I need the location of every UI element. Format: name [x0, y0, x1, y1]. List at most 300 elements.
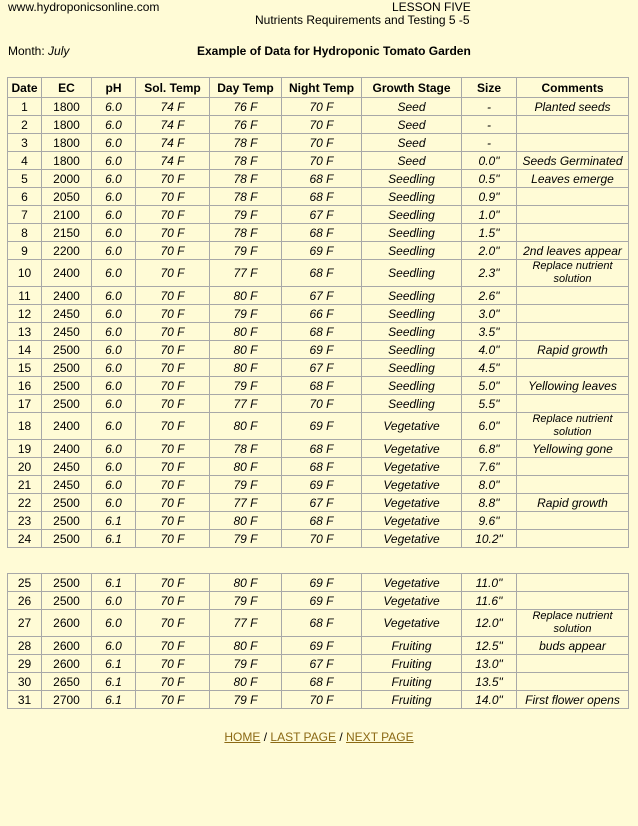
cell-day-temp: 77 F [210, 395, 282, 413]
cell-ec: 2650 [42, 673, 92, 691]
cell-comments [517, 206, 629, 224]
column-header-comments: Comments [517, 78, 629, 98]
cell-day-temp: 79 F [210, 206, 282, 224]
cell-ph: 6.0 [92, 458, 136, 476]
cell-comments: Rapid growth [517, 341, 629, 359]
table-row [8, 116, 629, 134]
cell-ph: 6.1 [92, 530, 136, 548]
cell-growth-stage: Vegetative [362, 458, 462, 476]
cell-night-temp: 70 F [282, 134, 362, 152]
cell-size: 5.0" [462, 377, 517, 395]
cell-ec: 2600 [42, 655, 92, 673]
cell-night-temp: 69 F [282, 574, 362, 592]
last-page-link[interactable]: LAST PAGE [270, 730, 336, 744]
column-header-date: Date [8, 78, 42, 98]
cell-growth-stage: Vegetative [362, 476, 462, 494]
cell-ec: 2700 [42, 691, 92, 709]
cell-growth-stage: Seedling [362, 224, 462, 242]
cell-ec: 2500 [42, 512, 92, 530]
cell-growth-stage: Vegetative [362, 574, 462, 592]
table-row [8, 655, 629, 673]
table-header-row [8, 78, 629, 98]
cell-size: 4.0" [462, 341, 517, 359]
cell-ec: 2500 [42, 395, 92, 413]
table-row [8, 395, 629, 413]
cell-day-temp: 79 F [210, 476, 282, 494]
cell-ph: 6.0 [92, 224, 136, 242]
table-row [8, 637, 629, 655]
cell-sol-temp: 70 F [136, 530, 210, 548]
cell-night-temp: 69 F [282, 242, 362, 260]
data-table-part1 [7, 77, 629, 548]
cell-growth-stage: Seed [362, 98, 462, 116]
table-row [8, 98, 629, 116]
cell-ph: 6.0 [92, 359, 136, 377]
table-row [8, 341, 629, 359]
cell-date: 13 [8, 323, 42, 341]
table-row [8, 134, 629, 152]
cell-day-temp: 77 F [210, 610, 282, 637]
cell-night-temp: 70 F [282, 530, 362, 548]
table-row [8, 610, 629, 637]
cell-size: 2.0" [462, 242, 517, 260]
cell-sol-temp: 70 F [136, 610, 210, 637]
cell-size: - [462, 98, 517, 116]
cell-comments [517, 592, 629, 610]
cell-date: 17 [8, 395, 42, 413]
cell-date: 25 [8, 574, 42, 592]
cell-sol-temp: 70 F [136, 377, 210, 395]
cell-ph: 6.0 [92, 260, 136, 287]
cell-growth-stage: Seedling [362, 323, 462, 341]
cell-day-temp: 76 F [210, 116, 282, 134]
cell-day-temp: 79 F [210, 592, 282, 610]
cell-ec: 1800 [42, 134, 92, 152]
cell-day-temp: 78 F [210, 152, 282, 170]
table-row [8, 592, 629, 610]
cell-date: 8 [8, 224, 42, 242]
cell-comments: First flower opens [517, 691, 629, 709]
cell-ph: 6.0 [92, 395, 136, 413]
cell-size: 12.0" [462, 610, 517, 637]
cell-ec: 2050 [42, 188, 92, 206]
cell-size: - [462, 134, 517, 152]
cell-size: 11.6" [462, 592, 517, 610]
table-row [8, 530, 629, 548]
cell-night-temp: 70 F [282, 691, 362, 709]
table-row [8, 673, 629, 691]
cell-day-temp: 80 F [210, 637, 282, 655]
cell-growth-stage: Seedling [362, 341, 462, 359]
cell-ph: 6.0 [92, 152, 136, 170]
cell-comments [517, 458, 629, 476]
cell-night-temp: 67 F [282, 359, 362, 377]
cell-day-temp: 80 F [210, 673, 282, 691]
cell-size: 13.0" [462, 655, 517, 673]
cell-growth-stage: Seedling [362, 206, 462, 224]
cell-growth-stage: Vegetative [362, 592, 462, 610]
cell-comments: Planted seeds [517, 98, 629, 116]
cell-night-temp: 68 F [282, 323, 362, 341]
cell-ph: 6.1 [92, 691, 136, 709]
home-link[interactable]: HOME [224, 730, 261, 744]
cell-size: - [462, 116, 517, 134]
table-row [8, 188, 629, 206]
cell-day-temp: 78 F [210, 188, 282, 206]
cell-ec: 1800 [42, 98, 92, 116]
cell-growth-stage: Vegetative [362, 610, 462, 637]
cell-growth-stage: Seedling [362, 242, 462, 260]
cell-size: 4.5" [462, 359, 517, 377]
month-value: July [48, 44, 70, 58]
cell-date: 20 [8, 458, 42, 476]
cell-size: 10.2" [462, 530, 517, 548]
cell-day-temp: 78 F [210, 224, 282, 242]
cell-sol-temp: 70 F [136, 637, 210, 655]
cell-day-temp: 79 F [210, 691, 282, 709]
cell-comments: Yellowing leaves [517, 377, 629, 395]
cell-sol-temp: 70 F [136, 458, 210, 476]
cell-date: 24 [8, 530, 42, 548]
cell-sol-temp: 70 F [136, 323, 210, 341]
cell-size: 0.9" [462, 188, 517, 206]
cell-date: 2 [8, 116, 42, 134]
cell-ec: 2450 [42, 305, 92, 323]
cell-comments: Replace nutrient solution [517, 260, 629, 287]
table-row [8, 458, 629, 476]
cell-ec: 2450 [42, 476, 92, 494]
cell-ph: 6.0 [92, 206, 136, 224]
cell-size: 6.8" [462, 440, 517, 458]
cell-ph: 6.0 [92, 134, 136, 152]
cell-comments: Seeds Germinated [517, 152, 629, 170]
cell-sol-temp: 70 F [136, 206, 210, 224]
site-url: www.hydroponicsonline.com [8, 0, 160, 14]
cell-sol-temp: 70 F [136, 574, 210, 592]
cell-night-temp: 70 F [282, 395, 362, 413]
cell-date: 31 [8, 691, 42, 709]
cell-size: 13.5" [462, 673, 517, 691]
cell-ph: 6.1 [92, 673, 136, 691]
cell-size: 11.0" [462, 574, 517, 592]
cell-growth-stage: Seedling [362, 377, 462, 395]
cell-sol-temp: 70 F [136, 341, 210, 359]
cell-ec: 2400 [42, 287, 92, 305]
table-row [8, 377, 629, 395]
cell-sol-temp: 74 F [136, 98, 210, 116]
cell-date: 1 [8, 98, 42, 116]
table-row [8, 152, 629, 170]
cell-growth-stage: Seedling [362, 188, 462, 206]
table-row [8, 512, 629, 530]
cell-night-temp: 67 F [282, 287, 362, 305]
cell-day-temp: 79 F [210, 305, 282, 323]
cell-comments [517, 116, 629, 134]
cell-sol-temp: 70 F [136, 287, 210, 305]
table-row [8, 305, 629, 323]
cell-growth-stage: Fruiting [362, 655, 462, 673]
cell-comments [517, 224, 629, 242]
cell-growth-stage: Seed [362, 134, 462, 152]
cell-sol-temp: 70 F [136, 359, 210, 377]
cell-day-temp: 80 F [210, 574, 282, 592]
cell-day-temp: 79 F [210, 377, 282, 395]
cell-sol-temp: 70 F [136, 395, 210, 413]
cell-size: 8.0" [462, 476, 517, 494]
cell-ph: 6.1 [92, 574, 136, 592]
cell-comments: buds appear [517, 637, 629, 655]
cell-night-temp: 70 F [282, 152, 362, 170]
cell-night-temp: 70 F [282, 98, 362, 116]
cell-size: 6.0" [462, 413, 517, 440]
cell-ec: 2500 [42, 341, 92, 359]
cell-sol-temp: 70 F [136, 413, 210, 440]
cell-growth-stage: Vegetative [362, 512, 462, 530]
table-row [8, 323, 629, 341]
column-header-ph: pH [92, 78, 136, 98]
column-header-sol-temp: Sol. Temp [136, 78, 210, 98]
cell-night-temp: 68 F [282, 512, 362, 530]
cell-date: 29 [8, 655, 42, 673]
cell-comments [517, 530, 629, 548]
cell-day-temp: 80 F [210, 458, 282, 476]
cell-ec: 2500 [42, 592, 92, 610]
cell-night-temp: 69 F [282, 413, 362, 440]
cell-date: 5 [8, 170, 42, 188]
cell-size: 1.0" [462, 206, 517, 224]
cell-ec: 1800 [42, 116, 92, 134]
cell-day-temp: 78 F [210, 134, 282, 152]
cell-size: 9.6" [462, 512, 517, 530]
cell-growth-stage: Seedling [362, 359, 462, 377]
table-row [8, 224, 629, 242]
cell-size: 3.0" [462, 305, 517, 323]
cell-growth-stage: Fruiting [362, 691, 462, 709]
cell-night-temp: 70 F [282, 116, 362, 134]
cell-date: 16 [8, 377, 42, 395]
month-label: Month: [8, 44, 45, 58]
cell-ph: 6.0 [92, 377, 136, 395]
cell-day-temp: 80 F [210, 323, 282, 341]
cell-ec: 2400 [42, 260, 92, 287]
cell-ec: 2600 [42, 637, 92, 655]
cell-sol-temp: 70 F [136, 242, 210, 260]
cell-date: 3 [8, 134, 42, 152]
cell-growth-stage: Seedling [362, 305, 462, 323]
cell-night-temp: 68 F [282, 610, 362, 637]
cell-comments: Replace nutrient solution [517, 413, 629, 440]
cell-size: 2.3" [462, 260, 517, 287]
table-row [8, 691, 629, 709]
cell-date: 21 [8, 476, 42, 494]
cell-size: 0.5" [462, 170, 517, 188]
cell-date: 6 [8, 188, 42, 206]
cell-night-temp: 66 F [282, 305, 362, 323]
cell-sol-temp: 70 F [136, 260, 210, 287]
cell-growth-stage: Vegetative [362, 440, 462, 458]
cell-day-temp: 80 F [210, 512, 282, 530]
cell-night-temp: 68 F [282, 260, 362, 287]
cell-ph: 6.0 [92, 305, 136, 323]
cell-growth-stage: Seedling [362, 395, 462, 413]
cell-night-temp: 68 F [282, 170, 362, 188]
cell-size: 12.5" [462, 637, 517, 655]
cell-night-temp: 68 F [282, 458, 362, 476]
cell-ec: 2500 [42, 377, 92, 395]
cell-day-temp: 80 F [210, 359, 282, 377]
example-title: Example of Data for Hydroponic Tomato Garden [197, 44, 471, 58]
cell-ec: 2200 [42, 242, 92, 260]
cell-night-temp: 69 F [282, 592, 362, 610]
cell-sol-temp: 70 F [136, 305, 210, 323]
column-header-growth-stage: Growth Stage [362, 78, 462, 98]
cell-date: 14 [8, 341, 42, 359]
cell-ec: 2000 [42, 170, 92, 188]
cell-size: 5.5" [462, 395, 517, 413]
cell-ec: 2100 [42, 206, 92, 224]
cell-day-temp: 80 F [210, 413, 282, 440]
table-row [8, 494, 629, 512]
cell-date: 9 [8, 242, 42, 260]
cell-date: 19 [8, 440, 42, 458]
cell-day-temp: 79 F [210, 655, 282, 673]
cell-ph: 6.0 [92, 592, 136, 610]
cell-growth-stage: Seedling [362, 170, 462, 188]
cell-comments [517, 287, 629, 305]
cell-ph: 6.0 [92, 413, 136, 440]
table-row [8, 206, 629, 224]
table-row [8, 359, 629, 377]
cell-date: 28 [8, 637, 42, 655]
cell-comments [517, 134, 629, 152]
cell-growth-stage: Seed [362, 116, 462, 134]
page-navigation [0, 730, 638, 744]
cell-ph: 6.0 [92, 170, 136, 188]
cell-comments [517, 188, 629, 206]
cell-night-temp: 69 F [282, 476, 362, 494]
cell-size: 14.0" [462, 691, 517, 709]
cell-ph: 6.0 [92, 188, 136, 206]
cell-day-temp: 79 F [210, 242, 282, 260]
table-row [8, 574, 629, 592]
table-row [8, 476, 629, 494]
cell-ec: 2500 [42, 359, 92, 377]
cell-ec: 2400 [42, 413, 92, 440]
cell-date: 23 [8, 512, 42, 530]
cell-sol-temp: 70 F [136, 440, 210, 458]
cell-size: 8.8" [462, 494, 517, 512]
cell-growth-stage: Seedling [362, 287, 462, 305]
cell-ph: 6.1 [92, 655, 136, 673]
cell-date: 18 [8, 413, 42, 440]
cell-sol-temp: 70 F [136, 170, 210, 188]
cell-day-temp: 80 F [210, 341, 282, 359]
cell-day-temp: 77 F [210, 260, 282, 287]
cell-date: 11 [8, 287, 42, 305]
cell-night-temp: 67 F [282, 206, 362, 224]
cell-night-temp: 69 F [282, 341, 362, 359]
cell-ec: 2450 [42, 458, 92, 476]
cell-comments [517, 305, 629, 323]
cell-date: 12 [8, 305, 42, 323]
cell-ph: 6.0 [92, 287, 136, 305]
cell-growth-stage: Vegetative [362, 494, 462, 512]
cell-date: 7 [8, 206, 42, 224]
cell-ph: 6.0 [92, 242, 136, 260]
cell-ec: 2500 [42, 494, 92, 512]
column-header-night-temp: Night Temp [282, 78, 362, 98]
cell-date: 30 [8, 673, 42, 691]
cell-comments [517, 512, 629, 530]
cell-growth-stage: Seed [362, 152, 462, 170]
cell-day-temp: 80 F [210, 287, 282, 305]
cell-ph: 6.0 [92, 610, 136, 637]
cell-comments: Yellowing gone [517, 440, 629, 458]
cell-sol-temp: 74 F [136, 116, 210, 134]
cell-sol-temp: 70 F [136, 691, 210, 709]
cell-comments [517, 655, 629, 673]
cell-sol-temp: 70 F [136, 188, 210, 206]
cell-sol-temp: 70 F [136, 224, 210, 242]
cell-growth-stage: Vegetative [362, 413, 462, 440]
cell-date: 27 [8, 610, 42, 637]
cell-day-temp: 79 F [210, 530, 282, 548]
table-row [8, 287, 629, 305]
page-subtitle: Nutrients Requirements and Testing 5 -5 [255, 13, 470, 27]
table-row [8, 440, 629, 458]
table-row [8, 242, 629, 260]
cell-size: 2.6" [462, 287, 517, 305]
cell-night-temp: 68 F [282, 377, 362, 395]
cell-sol-temp: 70 F [136, 592, 210, 610]
cell-night-temp: 67 F [282, 655, 362, 673]
cell-comments: 2nd leaves appear [517, 242, 629, 260]
cell-date: 22 [8, 494, 42, 512]
cell-date: 26 [8, 592, 42, 610]
cell-size: 1.5" [462, 224, 517, 242]
cell-sol-temp: 74 F [136, 152, 210, 170]
cell-size: 3.5" [462, 323, 517, 341]
cell-ph: 6.0 [92, 116, 136, 134]
cell-sol-temp: 70 F [136, 673, 210, 691]
cell-night-temp: 68 F [282, 673, 362, 691]
cell-date: 4 [8, 152, 42, 170]
cell-sol-temp: 70 F [136, 655, 210, 673]
cell-night-temp: 68 F [282, 188, 362, 206]
cell-comments [517, 323, 629, 341]
cell-ec: 2500 [42, 574, 92, 592]
cell-night-temp: 68 F [282, 440, 362, 458]
cell-ph: 6.0 [92, 494, 136, 512]
cell-ec: 2500 [42, 530, 92, 548]
cell-size: 0.0" [462, 152, 517, 170]
cell-ec: 1800 [42, 152, 92, 170]
cell-ec: 2150 [42, 224, 92, 242]
column-header-size: Size [462, 78, 517, 98]
cell-day-temp: 78 F [210, 170, 282, 188]
cell-growth-stage: Vegetative [362, 530, 462, 548]
cell-ec: 2600 [42, 610, 92, 637]
cell-comments: Replace nutrient solution [517, 610, 629, 637]
cell-date: 15 [8, 359, 42, 377]
lesson-label: LESSON FIVE [392, 0, 471, 14]
next-page-link[interactable]: NEXT PAGE [346, 730, 414, 744]
cell-ec: 2450 [42, 323, 92, 341]
cell-ph: 6.1 [92, 512, 136, 530]
cell-comments: Rapid growth [517, 494, 629, 512]
table-row [8, 170, 629, 188]
cell-night-temp: 69 F [282, 637, 362, 655]
